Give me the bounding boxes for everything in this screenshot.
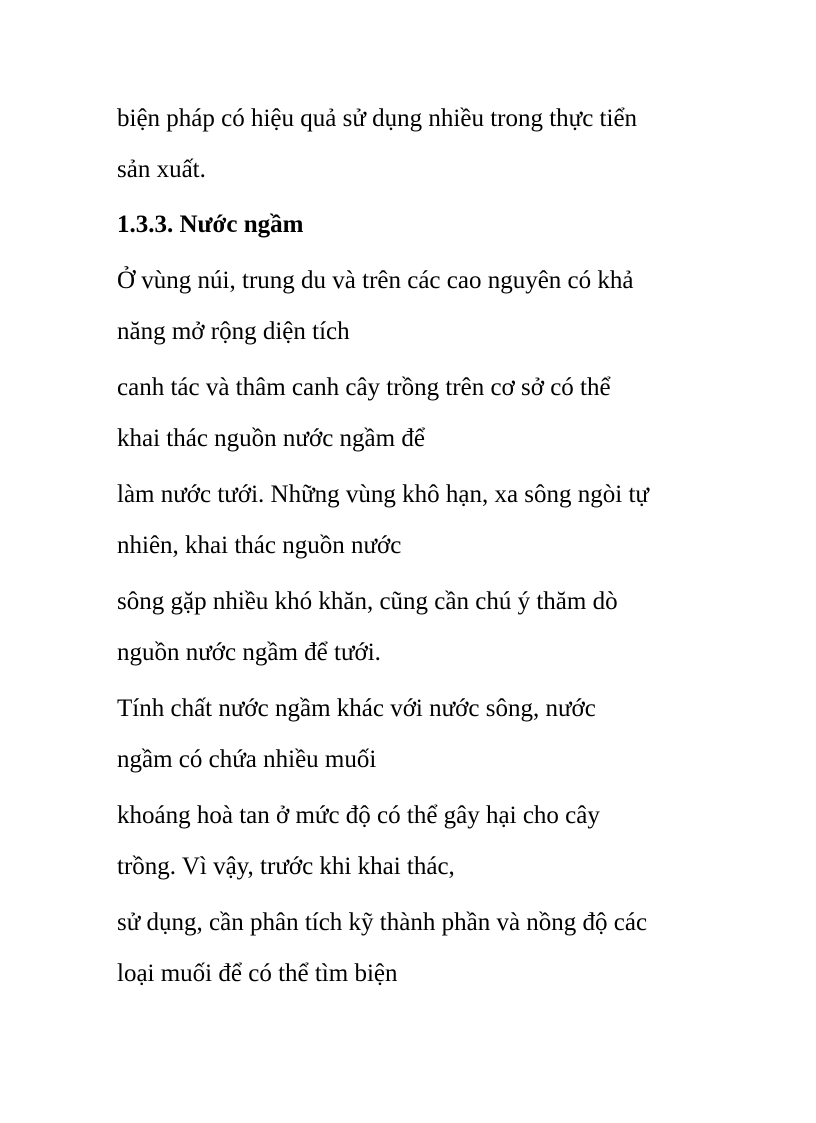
paragraph-line: khoáng hoà tan ở mức độ có thể gây hại cho cây [117, 802, 600, 829]
paragraph-line: sử dụng, cần phân tích kỹ thành phần và nồng độ các [117, 909, 648, 936]
paragraph-line: nhiên, khai thác nguồn nước [117, 532, 402, 559]
paragraph-line: loại muối để có thể tìm biện [117, 960, 398, 987]
paragraph-line: nguồn nước ngầm để tưới. [117, 639, 381, 666]
intro-text-line: sản xuất. [117, 156, 206, 183]
paragraph-line: sông gặp nhiều khó khăn, cũng cần chú ý thăm dò [117, 588, 618, 615]
intro-text-line: biện pháp có hiệu quả sử dụng nhiều trong thực tiển [117, 105, 638, 132]
paragraph-line: trồng. Vì vậy, trước khi khai thác, [117, 853, 455, 880]
paragraph-line: ngầm có chứa nhiều muối [117, 746, 377, 773]
paragraph-line: Ở vùng núi, trung du và trên các cao nguyên có khả [117, 267, 634, 294]
paragraph-line: Tính chất nước ngầm khác với nước sông, nước [117, 695, 596, 722]
paragraph-line: năng mở rộng diện tích [117, 318, 350, 345]
paragraph-line: khai thác nguồn nước ngầm để [117, 425, 425, 452]
paragraph-line: làm nước tưới. Những vùng khô hạn, xa sông ngòi tự [117, 481, 649, 508]
paragraph-line: canh tác và thâm canh cây trồng trên cơ sở có thể [117, 374, 611, 401]
section-heading: 1.3.3. Nước ngầm [117, 211, 304, 238]
